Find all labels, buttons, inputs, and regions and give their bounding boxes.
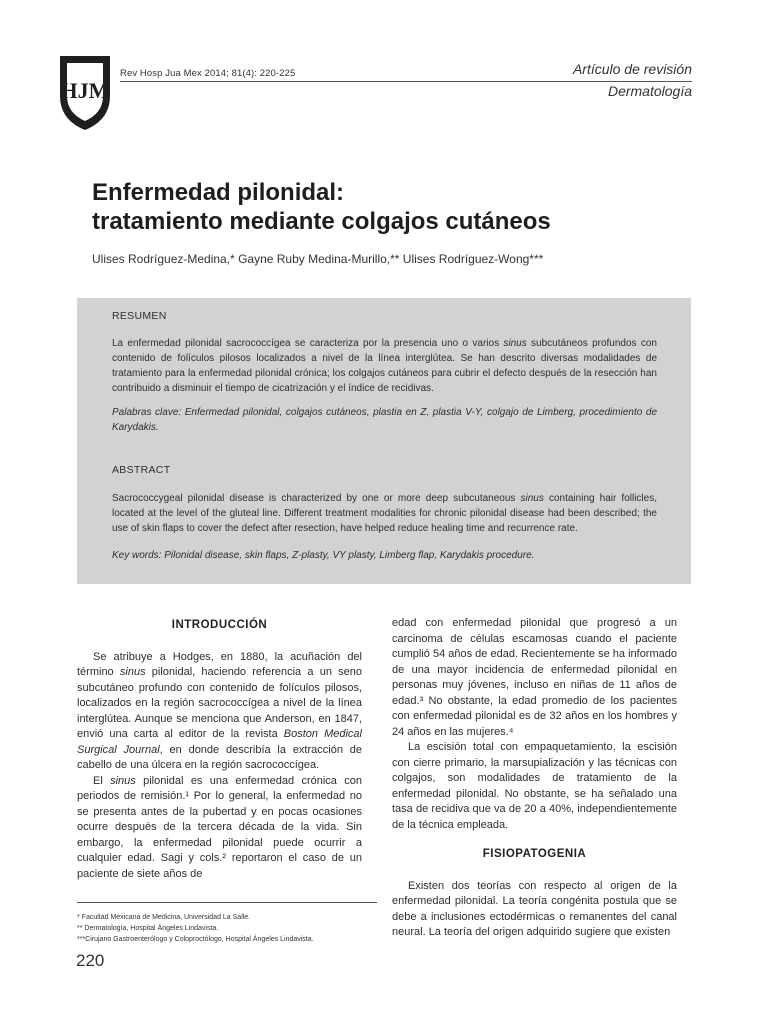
resumen-heading: RESUMEN [112, 310, 167, 322]
author-list: Ulises Rodríguez-Medina,* Gayne Ruby Medina-Murillo,** Ulises Rodríguez-Wong*** [92, 252, 544, 266]
header-rule [120, 81, 692, 82]
section-name: Dermatología [607, 83, 692, 99]
abstract-box [77, 298, 691, 584]
col2-paragraph-3: Existen dos teorías con respecto al origen de la enfermedad pilonidal. La teoría congénita postula que se debe a inclusiones ectodérmicas o remanentes del canal neural. La teoría del origen adquirido sugiere que existen [392, 879, 677, 938]
article-title [92, 178, 692, 236]
right-column [392, 616, 677, 941]
footnote-3: ***Cirujano Gastroenterólogo y Coloproctólogo, Hospital Ángeles Lindavista. [77, 936, 314, 943]
logo-text: HJM [60, 78, 110, 103]
article-type: Artículo de revisión [572, 61, 692, 77]
resumen-text: La enfermedad pilonidal sacrococcígea se caracteriza por la presencia uno o varios sinus subcutáneos profundos con contenido de folículos pilosos localizados a nivel de la línea interglútea. Se han descrito diversas modalidades de tratamiento para la enfermedad pilonidal crónica; los colgajos cutáneos para cubrir el defecto después de la resección han contribuido a disminuir el tiempo de cicatrización y el índice de recidivas. [112, 338, 657, 394]
footnotes [77, 912, 377, 945]
footnote-2: ** Dermatología, Hospital Ángeles Lindavista. [77, 925, 219, 932]
journal-reference: Rev Hosp Jua Mex 2014; 81(4): 220-225 [120, 68, 296, 79]
footnote-rule [77, 902, 377, 903]
col2-paragraph-1: edad con enfermedad pilonidal que progresó a un carcinoma de células escamosas cuando el paciente cumplió 54 años de edad. Recientemente se ha informado de una mayor incidencia de enfermedad pilonidal en personas muy jóvenes, incluso en niñas de 11 años de edad.³ No obstante, la edad promedio de los pacientes con enfermedad pilonidal es de 32 años en los hombres y 24 años en las mujeres.⁴ [392, 617, 677, 738]
page-number: 220 [76, 951, 105, 970]
fisiopatogenia-heading: FISIOPATOGENIA [482, 848, 587, 860]
abstract-heading: ABSTRACT [112, 464, 171, 476]
key-words: Key words: Pilonidal disease, skin flaps, Z-plasty, VY plasty, Limberg flap, Karydakis procedure. [112, 550, 535, 561]
abstract-text: Sacrococcygeal pilonidal disease is characterized by one or more deep subcutaneous sinus containing hair follicles, located at the level of the gluteal line. Different treatment modalities for chronic pilonidal disease had been described; the use of skin flaps to cover the defect after resection, have helped reduce healing time and recurrence rate. [112, 493, 657, 534]
intro-paragraph-2: El sinus pilonidal es una enfermedad crónica con periodos de remisión.¹ Por lo general, la enfermedad no se presenta antes de la pubertad y en pocas ocasiones ocurre después de la tercera década de la vida. Sin embargo, la enfermedad pilonidal puede ocurrir a cualquier edad. Sagi y cols.² reportaron el caso de un paciente de siete años de [77, 774, 362, 880]
journal-logo [56, 50, 114, 132]
intro-paragraph-1: Se atribuye a Hodges, en 1880, la acuñación del término sinus pilonidal, haciendo referencia a un seno subcutáneo profundo con contenido de folículos pilosos, localizados en la región sacrococcígea a nivel de la línea interglútea. Aunque se menciona que Anderson, en 1847, envió una carta al editor de la revista Boston Medical Surgical Journal, en donde describía la extracción de cabello de una úlcera en la región sacrococcígea. [77, 650, 363, 771]
footnote-1: * Facultad Mexicana de Medicina, Universidad La Salle. [77, 914, 251, 921]
col2-paragraph-2: La escisión total con empaquetamiento, la escisión con cierre primario, la marsupialización y las técnicas con colgajos, son modalidades de tratamiento de la enfermedad pilonidal. No obstante, se ha señalado una tasa de recidiva que va de 20 a 40%, independientemente de la técnica empleada. [392, 741, 677, 831]
title-line-1: Enfermedad pilonidal: [92, 179, 345, 206]
left-column [77, 618, 362, 882]
intro-heading: INTRODUCCIÓN [171, 619, 268, 631]
title-line-2: tratamiento mediante colgajos cutáneos [92, 208, 551, 235]
palabras-clave: Palabras clave: Enfermedad pilonidal, colgajos cutáneos, plastia en Z, plastia V-Y, colgajo de Limberg, procedimiento de Karydakis. [112, 407, 657, 433]
